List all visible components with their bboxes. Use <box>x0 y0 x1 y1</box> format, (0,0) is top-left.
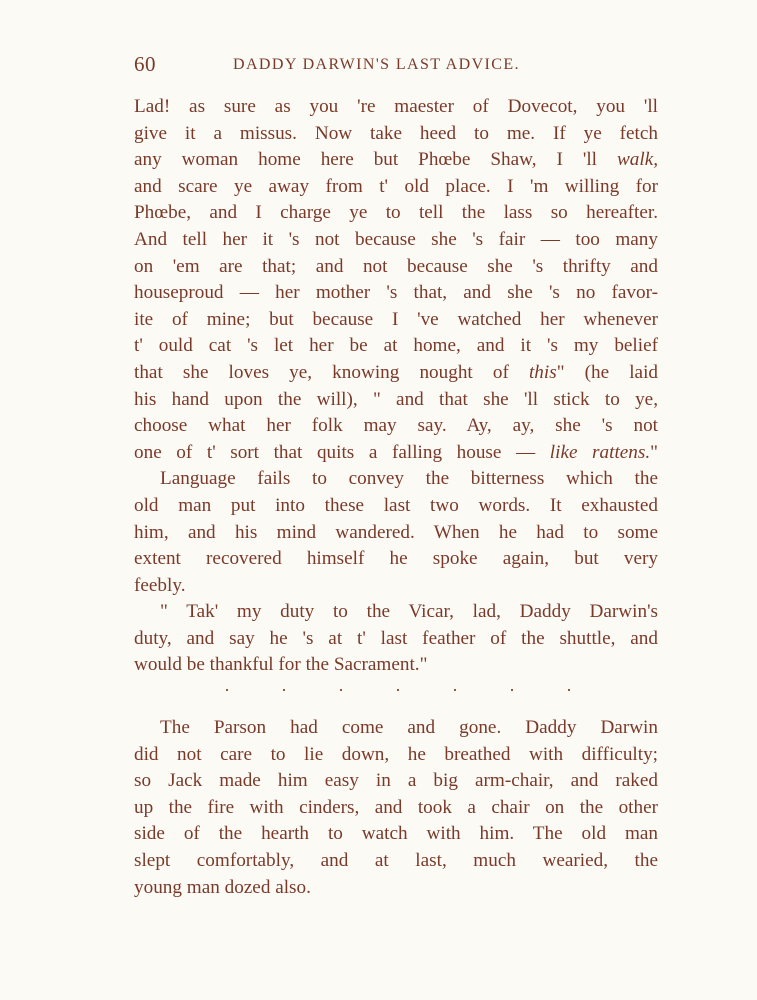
text-line: him, and his mind wandered. When he had to some <box>134 521 658 543</box>
text-line: duty, and say he 's at t' last feather of the shuttle, and <box>134 627 658 649</box>
text-line <box>134 440 658 467</box>
line-text: one of t' sort that quits a falling house — <box>134 441 536 463</box>
line-text: " <box>650 441 659 463</box>
body-text <box>134 94 658 901</box>
paragraph-1 <box>134 94 658 466</box>
ellipsis-dot: · <box>281 680 287 701</box>
text-line: extent recovered himself he spoke again, but very <box>134 548 658 570</box>
text-line: Language fails to convey the bitterness which the <box>160 468 658 490</box>
text-line: And tell her it 's not because she 's fair — too many <box>134 228 658 250</box>
text-line: ite of mine; but because I 've watched her whenever <box>134 308 658 330</box>
text-line: give it a missus. Now take heed to me. If ye fetch <box>134 122 658 144</box>
emphasis-text: this <box>528 361 557 383</box>
paragraph-4 <box>134 715 658 901</box>
text-line: feebly. <box>134 574 186 596</box>
text-line: t' ould cat 's let her be at home, and it 's my belief <box>134 335 658 357</box>
ellipsis-dot: · <box>509 680 515 701</box>
text-line <box>134 360 658 387</box>
text-line: did not care to lie down, he breathed with difficulty; <box>134 743 658 765</box>
line-text: any woman home here but Phœbe Shaw, I 'll <box>134 149 597 171</box>
emphasis-text: walk, <box>616 149 659 171</box>
ellipsis-dot: · <box>224 680 230 701</box>
text-line: so Jack made him easy in a big arm-chair, and raked <box>134 770 658 792</box>
ellipsis-dot: · <box>395 680 401 701</box>
text-line: choose what her folk may say. Ay, ay, she 's not <box>134 415 658 437</box>
text-line: Lad! as sure as you 're maester of Dovecot, you 'll <box>134 96 658 117</box>
text-line <box>134 147 658 174</box>
text-line: would be thankful for the Sacrament." <box>134 654 428 676</box>
text-line: side of the hearth to watch with him. The old man <box>134 823 658 845</box>
text-line: young man dozed also. <box>134 876 311 898</box>
text-line: on 'em are that; and not because she 's thrifty and <box>134 255 658 277</box>
running-head: DADDY DARWIN'S LAST ADVICE. <box>233 56 520 73</box>
ellipsis-dot: · <box>566 680 572 701</box>
text-line: old man put into these last two words. It exhausted <box>134 494 658 516</box>
text-line: " Tak' my duty to the Vicar, lad, Daddy Darwin's <box>160 601 658 623</box>
ellipsis-dot: · <box>452 680 458 701</box>
text-line: The Parson had come and gone. Daddy Darwin <box>160 717 658 739</box>
text-line: and scare ye away from t' old place. I 'm willing for <box>134 175 658 197</box>
paragraph-2 <box>134 466 658 599</box>
ellipsis-separator <box>134 679 658 715</box>
line-text: that she loves ye, knowing nought of <box>134 361 509 383</box>
text-line: his hand upon the will), " and that she 'll stick to ye, <box>134 388 658 410</box>
emphasis-text: like rattens. <box>549 441 651 463</box>
page-number: 60 <box>134 52 156 76</box>
line-text: " (he laid <box>556 361 659 383</box>
ellipsis-dot: · <box>338 680 344 701</box>
text-line: houseproud — her mother 's that, and she 's no favor- <box>134 282 658 304</box>
paragraph-3 <box>134 599 658 679</box>
text-line: Phœbe, and I charge ye to tell the lass so hereafter. <box>134 202 658 224</box>
text-line: slept comfortably, and at last, much wearied, the <box>134 850 658 872</box>
text-line: up the fire with cinders, and took a chair on the other <box>134 796 658 818</box>
